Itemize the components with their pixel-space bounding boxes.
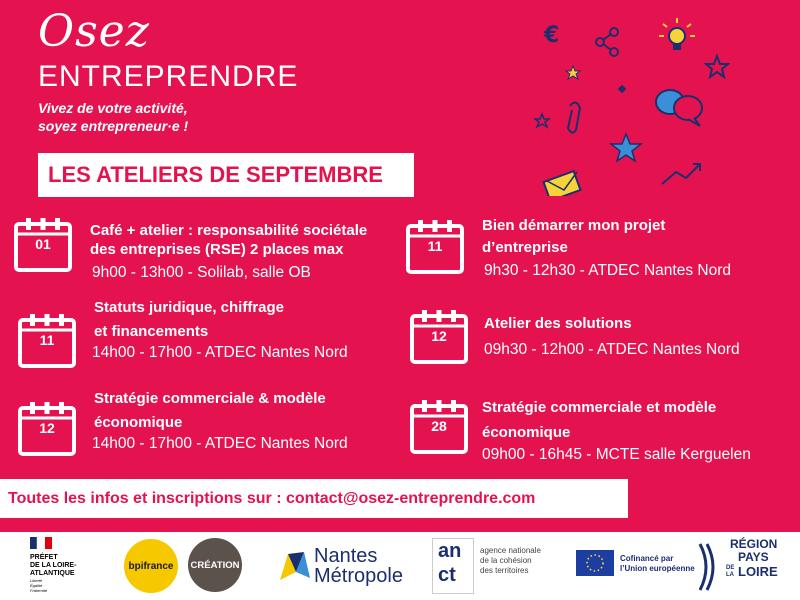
svg-text:€: € (544, 23, 560, 48)
event-day: 11 (39, 332, 55, 348)
prefet-motto-2: Égalité (30, 583, 43, 588)
trend-chart-icon (662, 164, 700, 184)
event-title-line-1: Statuts juridique, chiffrage (94, 299, 285, 316)
eu-text-1: Cofinancé par (620, 554, 674, 563)
calendar-icon (404, 218, 466, 276)
star-small-outline-icon (535, 114, 549, 127)
event-title-line-2: économique (94, 414, 183, 431)
region-text-2: PAYS (738, 550, 769, 564)
contact-link[interactable]: Toutes les infos et inscriptions sur : contact@osez-entreprendre.com (8, 490, 536, 507)
event-time: 14h00 - 17h00 - ATDEC Nantes Nord (92, 344, 348, 361)
star-yellow-icon (566, 66, 580, 79)
nantes-metropole-emblem-icon (278, 550, 312, 582)
anct-letters-1: an (438, 540, 462, 562)
prefet-motto-1: Liberté (30, 578, 43, 583)
calendar-icon (16, 400, 78, 458)
bpifrance-text: bpifrance (128, 560, 174, 572)
decorative-icons (530, 6, 730, 196)
paperclip-icon (568, 102, 580, 132)
title-banner (38, 153, 414, 197)
anct-text-3: des territoires (480, 566, 529, 575)
region-pays-de-la-loire-logo (698, 538, 790, 596)
prefet-logo (30, 536, 92, 593)
metropole-text: Métropole (314, 565, 403, 587)
event-title-line-2: et financements (94, 323, 209, 340)
anct-text-2: de la cohésion (480, 556, 532, 565)
event-time: 09h30 - 12h00 - ATDEC Nantes Nord (484, 341, 740, 358)
event-time: 14h00 - 17h00 - ATDEC Nantes Nord (92, 435, 348, 452)
calendar-icon (12, 216, 74, 274)
event-day: 12 (431, 328, 447, 344)
event-title-line-1: Stratégie commerciale & modèle (94, 390, 326, 407)
anct-letters-2: ct (438, 564, 456, 586)
event-title-line-1: Café + atelier : responsabilité sociétale (90, 222, 368, 239)
prefet-line-2: DE LA LOIRE- (30, 562, 77, 569)
star-outline-icon (706, 56, 728, 77)
page-title: LES ATELIERS DE SEPTEMBRE (48, 162, 383, 187)
star-blue-icon (611, 134, 641, 161)
region-text-5: LOIRE (738, 564, 778, 579)
bpifrance-logo (124, 539, 178, 593)
region-text-1: RÉGION (730, 537, 778, 551)
region-text-3: DE (726, 565, 735, 571)
chat-bubbles-icon (656, 90, 702, 126)
prefet-motto-3: Fraternité (30, 588, 48, 593)
eu-cofinance-logo (576, 546, 696, 586)
tagline-line-2: soyez entrepreneur·e ! (38, 118, 189, 134)
event-day: 01 (35, 236, 51, 252)
creation-logo (188, 538, 242, 592)
brand-entreprendre: ENTREPRENDRE (38, 60, 299, 93)
eu-flag-icon (576, 550, 614, 576)
envelope-icon (544, 171, 581, 196)
event-day: 28 (431, 418, 447, 434)
calendar-icon (16, 312, 78, 370)
nantes-text: Nantes (314, 545, 378, 567)
calendar-icon (408, 398, 470, 456)
region-bars-icon (698, 542, 720, 592)
eu-text-2: l’Union européenne (620, 564, 695, 573)
region-text-4: LA (726, 572, 734, 578)
share-icon (596, 28, 618, 56)
anct-logo (432, 538, 552, 596)
brand-osez: Osez (38, 6, 150, 57)
event-title-line-1: Bien démarrer mon projet (482, 217, 666, 234)
info-banner (0, 479, 628, 518)
event-title-line-2: économique (482, 424, 571, 441)
nantes-metropole-logo (278, 544, 418, 588)
tagline-line-1: Vivez de votre activité, (38, 100, 188, 116)
prefet-line-1: PRÉFET (30, 554, 58, 561)
event-day: 11 (427, 238, 443, 254)
event-time: 9h30 - 12h30 - ATDEC Nantes Nord (484, 262, 731, 279)
creation-text: CRÉATION (190, 559, 240, 571)
event-day: 12 (39, 420, 55, 436)
event-time: 9h00 - 13h00 - Solilab, salle OB (92, 264, 311, 281)
event-title-line-2: d’entreprise (482, 239, 568, 256)
prefet-line-3: ATLANTIQUE (30, 570, 75, 577)
euro-icon (543, 23, 559, 48)
event-title-line-1: Atelier des solutions (484, 315, 632, 332)
event-time: 09h00 - 16h45 - MCTE salle Kerguelen (482, 446, 751, 463)
diamond-icon (618, 85, 626, 93)
anct-text-1: agence nationale (480, 546, 541, 555)
french-flag-icon (30, 537, 52, 549)
partner-logos-bar (0, 532, 800, 600)
event-title-line-1: Stratégie commerciale et modèle (482, 399, 717, 416)
event-title-line-2: des entreprises (RSE) 2 places max (90, 241, 344, 258)
lightbulb-icon (659, 18, 695, 50)
calendar-icon (408, 308, 470, 366)
